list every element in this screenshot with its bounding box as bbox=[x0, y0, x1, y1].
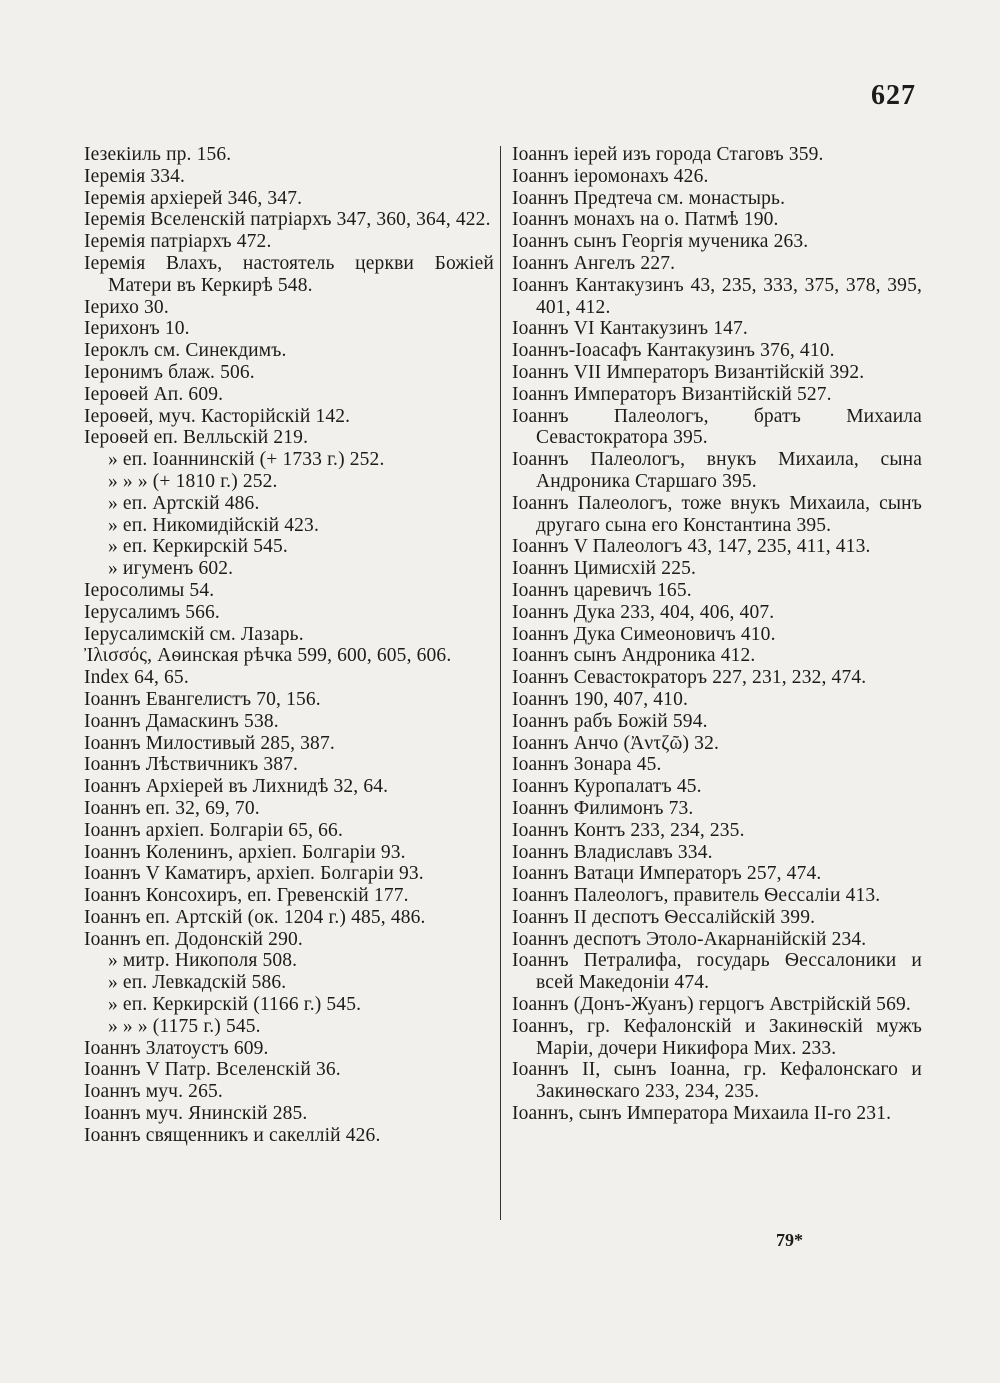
index-entry: Iоаннъ Ангелъ 227. bbox=[512, 252, 676, 274]
index-entry: Iоаннъ Палеологъ, братъ Михаила Севастократора 395. bbox=[512, 405, 922, 449]
index-entry: Iоаннъ муч. 265. bbox=[84, 1081, 223, 1103]
index-entry: Iоаннъ Филимонъ 73. bbox=[512, 797, 694, 819]
index-entry: Iерихо 30. bbox=[84, 296, 169, 318]
index-entry: Iоаннъ Дамаскинъ 538. bbox=[84, 710, 279, 732]
index-entry: Iоаннъ V Каматиръ, архiеп. Болгарiи 93. bbox=[84, 863, 424, 885]
index-entry: Iероѳей, муч. Касторiйскiй 142. bbox=[84, 405, 351, 427]
index-entry: » » » (1175 г.) 545. bbox=[108, 1015, 261, 1037]
index-entry: Iоаннъ сынъ Георгiя мученика 263. bbox=[512, 231, 809, 253]
index-entry: Iоаннъ Императоръ Византiйскiй 527. bbox=[512, 383, 832, 405]
index-entry: Iоаннъ Златоустъ 609. bbox=[84, 1037, 269, 1059]
index-entry: Ἰλισσός, Аѳинская рѣчка 599, 600, 605, 606. bbox=[84, 645, 452, 667]
signature-mark: 79* bbox=[776, 1230, 803, 1250]
index-entry: Iоаннъ-Iоасафъ Кантакузинъ 376, 410. bbox=[512, 340, 835, 362]
index-entry: Iероѳей еп. Велльскiй 219. bbox=[84, 427, 309, 449]
index-column-right bbox=[512, 144, 922, 1125]
index-entry: Iоаннъ 190, 407, 410. bbox=[512, 688, 689, 710]
index-entry: » » » (+ 1810 г.) 252. bbox=[108, 470, 278, 492]
index-entry: Iеремiя Вселенскiй патрiархъ 347, 360, 364, 422. bbox=[84, 209, 491, 231]
index-entry: Iоаннъ Палеологъ, внукъ Михаила, сына Андроника Старшаго 395. bbox=[512, 449, 922, 492]
index-entry: Iоаннъ монахъ на о. Патмѣ 190. bbox=[512, 209, 779, 231]
index-entry: Iоаннъ Евангелистъ 70, 156. bbox=[84, 688, 321, 710]
index-entry: Iоаннъ Лѣствичникъ 387. bbox=[84, 754, 299, 776]
index-entry: Iерихонъ 10. bbox=[84, 318, 190, 340]
index-entry: Iоаннъ еп. Артскiй (ок. 1204 г.) 485, 486. bbox=[84, 906, 426, 928]
index-entry: Iеронимъ блаж. 506. bbox=[84, 361, 255, 383]
index-entry: Iоаннъ Цимисхiй 225. bbox=[512, 558, 697, 580]
index-entry: » еп. Левкадскiй 586. bbox=[108, 972, 287, 994]
index-entry: Iоаннъ Кантакузинъ 43, 235, 333, 375, 378, 395, 401, 412. bbox=[512, 274, 922, 318]
index-column-left bbox=[84, 144, 494, 1147]
index-entry: Iеремiя архiерей 346, 347. bbox=[84, 187, 303, 209]
index-entry: Iоаннъ VI Кантакузинъ 147. bbox=[512, 318, 748, 340]
index-entry: Iоаннъ еп. 32, 69, 70. bbox=[84, 797, 260, 819]
index-entry: Iоаннъ V Палеологъ 43, 147, 235, 411, 413. bbox=[512, 536, 871, 558]
index-entry: Iоаннъ VII Императоръ Византiйскiй 392. bbox=[512, 361, 865, 383]
index-entry: Iезекiиль пр. 156. bbox=[84, 144, 232, 165]
index-entry: » еп. Никомидiйскiй 423. bbox=[108, 514, 319, 536]
index-entry: Iоаннъ Коленинъ, архiеп. Болгарiи 93. bbox=[84, 841, 406, 863]
index-entry: Iоаннъ деспотъ Этоло-Акарнанiйскiй 234. bbox=[512, 928, 867, 950]
index-entry: » игуменъ 602. bbox=[108, 558, 234, 580]
index-entry: Iоаннъ iерей изъ города Стаговъ 359. bbox=[512, 144, 824, 165]
index-entry: Iероѳей Ап. 609. bbox=[84, 383, 224, 405]
index-entry: Iеремiя 334. bbox=[84, 165, 186, 187]
page-number: 627 bbox=[871, 80, 916, 111]
index-entry: » еп. Iоаннинскiй (+ 1733 г.) 252. bbox=[108, 449, 385, 471]
index-entry: Iоаннъ священникъ и сакеллiй 426. bbox=[84, 1124, 381, 1146]
index-entry: Iоаннъ Дука 233, 404, 406, 407. bbox=[512, 601, 775, 623]
index-entry: » митр. Никополя 508. bbox=[108, 950, 298, 972]
index-entry: Iоаннъ iеромонахъ 426. bbox=[512, 165, 709, 187]
index-entry: Iоаннъ архiеп. Болгарiи 65, 66. bbox=[84, 819, 343, 841]
index-entry: Iоаннъ царевичъ 165. bbox=[512, 579, 692, 601]
index-entry: Iоаннъ Консохиръ, еп. Гревенскiй 177. bbox=[84, 885, 409, 907]
index-entry: Iоаннъ Ватаци Императоръ 257, 474. bbox=[512, 863, 822, 885]
index-entry: Iоаннъ II, сынъ Iоанна, гр. Кефалонскаго и Закинѳскаго 233, 234, 235. bbox=[512, 1059, 922, 1103]
index-entry: Iоаннъ, сынъ Императора Михаила II-го 231. bbox=[512, 1103, 892, 1125]
index-entry: Iерусалимскiй см. Лазарь. bbox=[84, 623, 304, 645]
index-entry: Iоаннъ Петралифа, государь Ѳессалоники и всей Македонiи 474. bbox=[512, 950, 922, 994]
index-entry: Iерусалимъ 566. bbox=[84, 601, 220, 623]
index-entry: » еп. Артскiй 486. bbox=[108, 492, 260, 514]
column-divider bbox=[500, 146, 501, 1220]
index-entry: Iоаннъ II деспотъ Ѳессалiйскiй 399. bbox=[512, 906, 816, 928]
index-entry: Iоаннъ Палеологъ, правитель Ѳессалiи 413. bbox=[512, 885, 881, 907]
index-entry: Iоаннъ Зонара 45. bbox=[512, 754, 662, 776]
index-entry: » еп. Керкирскiй 545. bbox=[108, 536, 288, 558]
index-entry: Iоаннъ Анчо (Ἀντζῶ) 32. bbox=[512, 732, 720, 754]
index-entry: Iоаннъ Дука Симеоновичъ 410. bbox=[512, 623, 776, 645]
index-entry: Iоаннъ еп. Додонскiй 290. bbox=[84, 928, 303, 950]
index-entry: Iоаннъ Контъ 233, 234, 235. bbox=[512, 819, 745, 841]
index-entry: Iеросолимы 54. bbox=[84, 579, 215, 601]
index-entry: Iоаннъ Предтеча см. монастырь. bbox=[512, 187, 786, 209]
index-entry: Iоаннъ Владиславъ 334. bbox=[512, 841, 713, 863]
index-entry: Iоаннъ Палеологъ, тоже внукъ Михаила, сынъ другаго сына его Константина 395. bbox=[512, 492, 922, 536]
index-entry: Index 64, 65. bbox=[84, 667, 189, 689]
index-entry: Iеремiя Влахъ, настоятель церкви Божiей Матери въ Керкирѣ 548. bbox=[84, 252, 494, 296]
index-entry: Iоаннъ Севастократоръ 227, 231, 232, 474. bbox=[512, 667, 867, 689]
index-entry: Iоаннъ V Патр. Вселенскiй 36. bbox=[84, 1059, 341, 1081]
index-entry: Iероклъ см. Синекдимъ. bbox=[84, 340, 287, 362]
index-entry: Iеремiя патрiархъ 472. bbox=[84, 231, 272, 253]
index-entry: Iоаннъ Милостивый 285, 387. bbox=[84, 732, 335, 754]
index-entry: Iоаннъ рабъ Божiй 594. bbox=[512, 710, 708, 732]
index-entry: Iоаннъ, гр. Кефалонскiй и Закинѳскiй мужъ Марiи, дочери Никифора Мих. 233. bbox=[512, 1015, 922, 1059]
index-entry: » еп. Керкирскiй (1166 г.) 545. bbox=[108, 994, 362, 1016]
index-entry: Iоаннъ (Донъ-Жуанъ) герцогъ Австрiйскiй 569. bbox=[512, 994, 911, 1016]
index-entry: Iоаннъ Архiерей въ Лихнидѣ 32, 64. bbox=[84, 776, 389, 798]
index-entry: Iоаннъ муч. Янинскiй 285. bbox=[84, 1103, 308, 1125]
index-entry: Iоаннъ Куропалатъ 45. bbox=[512, 776, 702, 798]
index-entry: Iоаннъ сынъ Андроника 412. bbox=[512, 645, 756, 667]
